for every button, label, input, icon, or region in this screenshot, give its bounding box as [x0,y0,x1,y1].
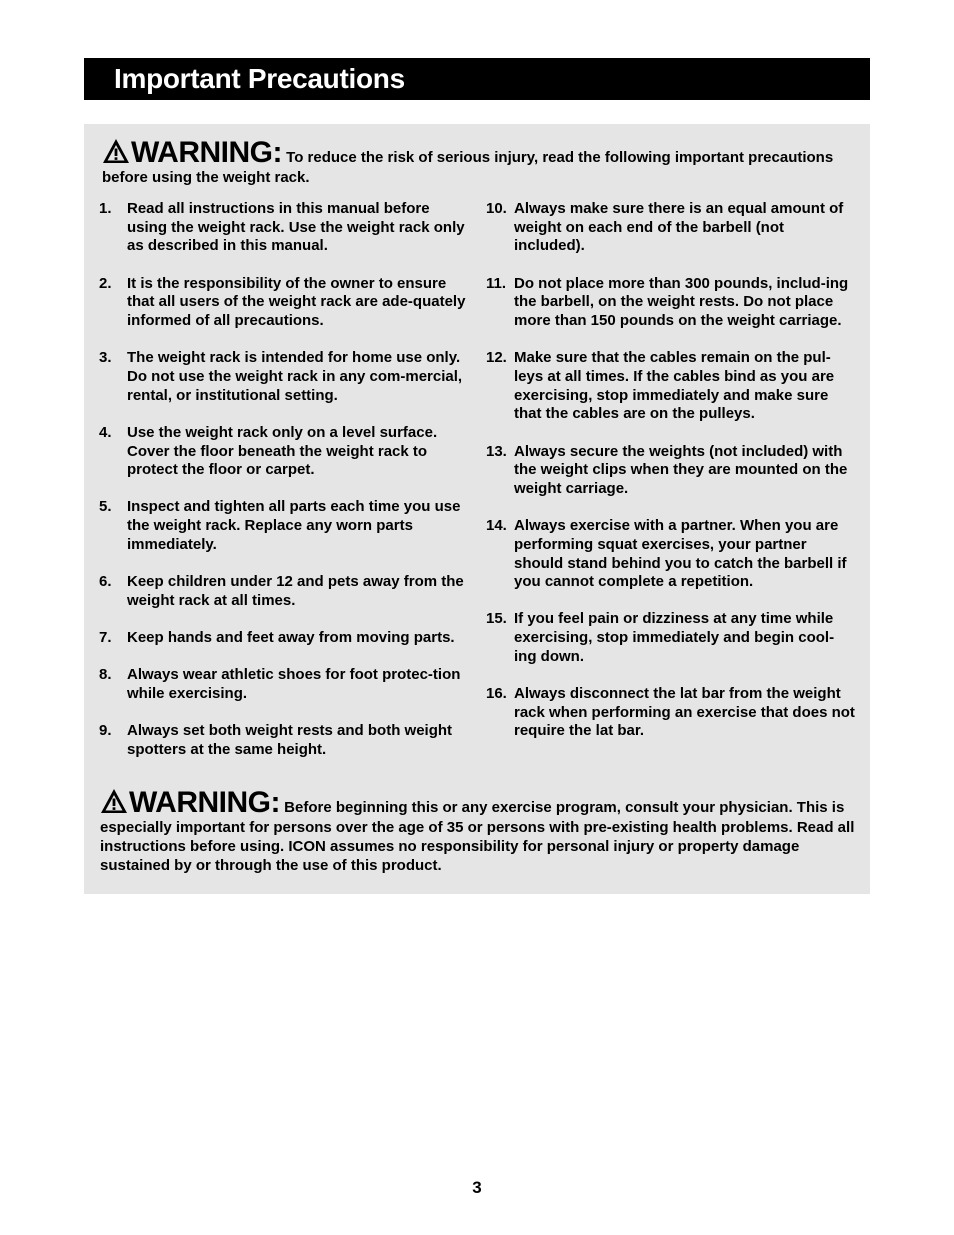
list-item [99,424,471,480]
list-item [486,349,856,424]
item-number: 2. [99,274,112,292]
item-number: 10. [486,200,507,217]
item-number: 14. [486,517,507,535]
item-text: If you feel pain or dizziness at any time while exercising, stop immediately and begin cool-ing down. [514,610,835,665]
item-text: Always make sure there is an equal amount of weight on each end of the barbell (not included). [514,200,844,255]
item-number: 13. [486,442,507,460]
list-item [99,498,471,554]
item-text: Inspect and tighten all parts each time you use the weight rack. Replace any worn parts immediately. [127,498,461,553]
item-number: 7. [99,628,112,646]
warning-top-text: To reduce the risk of serious injury, read the following important precautions before using the weight rack. [102,149,834,186]
warning-top-label: WARNING: [131,136,282,169]
item-number: 15. [486,610,507,628]
item-text: Always exercise with a partner. When you are performing squat exercises, your partner should stand behind you to catch the barbell if you cannot complete a repetition. [514,517,847,591]
item-text: Do not place more than 300 pounds, includ-ing the barbell, on the weight rests. Do not place more than 150 pounds on the weight carriage. [514,274,849,330]
item-number: 5. [99,498,112,516]
precautions-panel [84,124,870,894]
list-item [99,200,471,256]
page-title: Important Precautions [114,63,405,94]
list-item [486,610,856,666]
list-item [486,200,856,256]
list-item [486,443,856,499]
item-text: The weight rack is intended for home use only. Do not use the weight rack in any com-mercial, rental, or institutional setting. [127,349,463,404]
warning-bottom-label: WARNING: [129,786,280,819]
item-number: 12. [486,349,507,367]
section-title-bar [84,58,870,100]
warning-triangle-icon [100,788,128,814]
item-number: 8. [99,666,112,684]
item-number: 11. [486,274,507,292]
list-item [486,517,856,592]
list-item [99,722,471,759]
item-text: It is the responsibility of the owner to ensure that all users of the weight rack are ade-quately informed of all precautions. [127,274,466,330]
list-item [99,349,471,405]
item-number: 6. [99,573,112,591]
item-text: Always wear athletic shoes for foot protec-tion while exercising. [127,666,461,702]
item-number: 3. [99,349,112,367]
warning-bottom [100,788,864,875]
item-text: Always disconnect the lat bar from the weight rack when performing an exercise that does not require the lat bar. [514,685,855,740]
warning-triangle-icon [102,138,130,164]
list-item [99,573,471,610]
item-number: 1. [99,200,112,217]
item-number: 4. [99,423,112,441]
warning-top [102,138,864,187]
item-text: Make sure that the cables remain on the pul-leys at all times. If the cables bind as you are exercising, stop immediately and make sure that the cables are on the pulleys. [514,349,835,423]
item-text: Keep hands and feet away from moving parts. [127,628,455,646]
item-number: 16. [486,685,507,703]
list-item [486,275,856,331]
item-text: Always set both weight rests and both weight spotters at the same height. [127,722,453,758]
list-item [486,685,856,741]
item-text: Keep children under 12 and pets away from the weight rack at all times. [127,573,464,609]
item-text: Use the weight rack only on a level surface. Cover the floor beneath the weight rack to protect the floor or carpet. [127,423,438,479]
list-item [99,629,471,648]
page-number: 3 [472,1178,482,1197]
item-number: 9. [99,722,112,740]
item-text: Read all instructions in this manual before using the weight rack. Use the weight rack only as described in this manual. [127,200,465,255]
item-text: Always secure the weights (not included) with the weight clips when they are mounted on the weight carriage. [514,442,848,497]
list-item [99,275,471,331]
precautions-right-column [486,200,856,760]
list-item [99,666,471,703]
warning-bottom-text: Before beginning this or any exercise program, consult your physician. This is especially important for persons over the age of 35 or persons with pre-existing health problems. Read all instructions before using. ICON assumes no responsibility for personal injury or property damage sustained by or through the use of this product. [100,799,855,874]
precautions-left-column [99,200,471,778]
